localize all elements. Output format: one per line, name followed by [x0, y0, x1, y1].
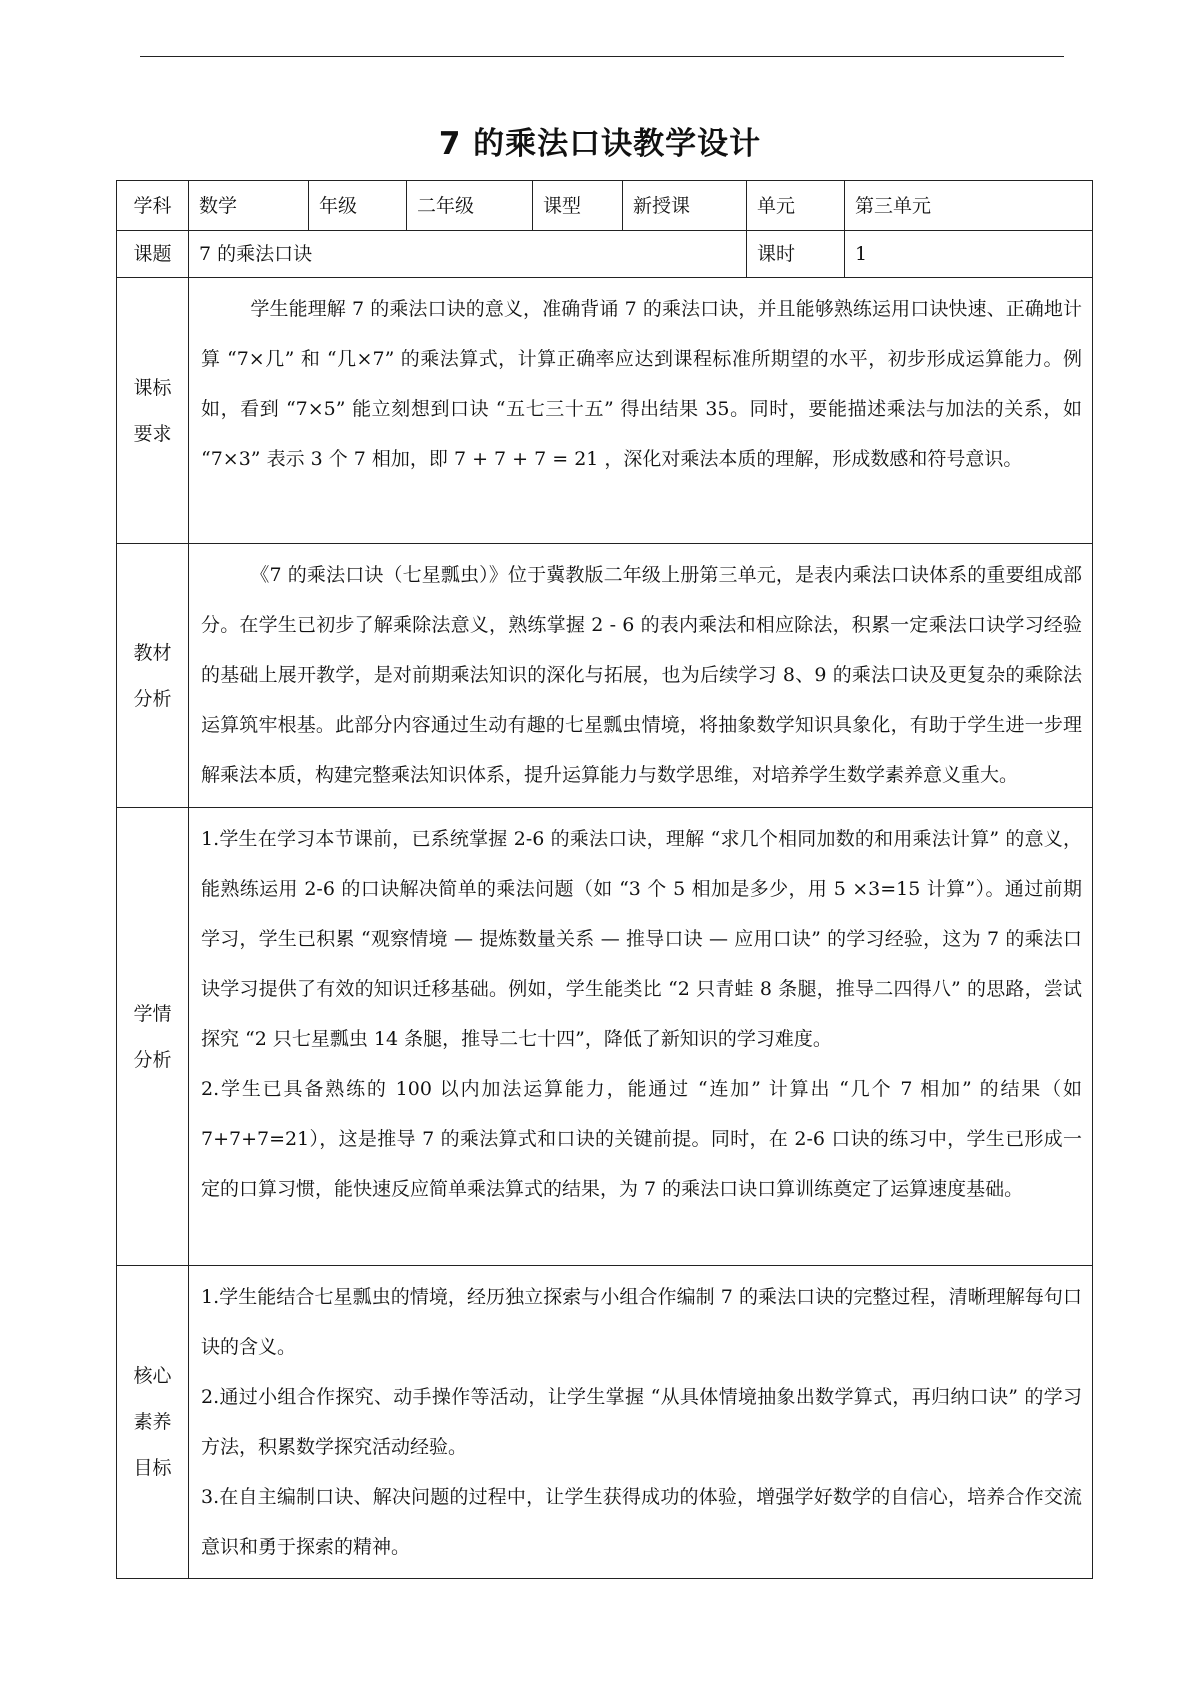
core-goal-paragraph: 3.在自主编制口诀、解决问题的过程中，让学生获得成功的体验，增强学好数学的自信心，培养合作交流意识和勇于探索的精神。	[201, 1486, 1082, 1558]
curriculum-text: 学生能理解 7 的乘法口诀的意义，准确背诵 7 的乘法口诀，并且能够熟练运用口诀快速、正确地计算 “7×几” 和 “几×7” 的乘法算式，计算正确率应达到课程标准所期望的水平，初步形成运算能力。例如，看到 “7×5” 能立刻想到口诀 “五七三十五” 得出结果 35。同时，要能描述乘法与加法的关系，如 “7×3” 表示 3 个 7 相加，即 7 + 7 + 7 = 21 ，深化对乘法本质的理解，形成数感和符号意识。	[189, 278, 1093, 544]
period-label: 课时	[747, 231, 845, 278]
core-goal-paragraph: 1.学生能结合七星瓢虫的情境，经历独立探索与小组合作编制 7 的乘法口诀的完整过程，清晰理解每句口诀的含义。	[201, 1286, 1082, 1358]
lesson-type-label: 课型	[533, 181, 623, 231]
page-title: 7 的乘法口诀教学设计	[438, 126, 762, 162]
topic-label: 课题	[117, 231, 189, 278]
unit-label: 单元	[747, 181, 845, 231]
subject-label: 学科	[117, 181, 189, 231]
lesson-type-value: 新授课	[623, 181, 747, 231]
textbook-text: 《7 的乘法口诀（七星瓢虫）》位于冀教版二年级上册第三单元，是表内乘法口诀体系的重要组成部分。在学生已初步了解乘除法意义，熟练掌握 2 - 6 的表内乘法和相应除法，积累一定乘法口诀学习经验的基础上展开教学，是对前期乘法知识的深化与拓展，也为后续学习 8、9 的乘法口诀及更复杂的乘除法运算筑牢根基。此部分内容通过生动有趣的七星瓢虫情境，将抽象数学知识具象化，有助于学生进一步理解乘法本质，构建完整乘法知识体系，提升运算能力与数学思维，对培养学生数学素养意义重大。	[189, 544, 1093, 808]
textbook-label: 教材 分析	[117, 544, 189, 808]
subject-value: 数学	[189, 181, 309, 231]
textbook-row	[117, 544, 1093, 808]
grade-label: 年级	[309, 181, 407, 231]
student-analysis-label: 学情 分析	[117, 808, 189, 1266]
period-value: 1	[845, 231, 1093, 278]
student-analysis-paragraph: 2.学生已具备熟练的 100 以内加法运算能力，能通过 “连加” 计算出 “几个 7 相加” 的结果（如 7+7+7=21），这是推导 7 的乘法算式和口诀的关键前提。同时，在 2-6 口诀的练习中，学生已形成一定的口算习惯，能快速反应简单乘法算式的结果，为 7 的乘法口诀口算训练奠定了运算速度基础。	[201, 1078, 1082, 1200]
unit-value: 第三单元	[845, 181, 1093, 231]
curriculum-row	[117, 278, 1093, 544]
topic-value: 7 的乘法口诀	[189, 231, 747, 278]
core-literacy-text	[189, 1266, 1093, 1579]
core-goal-paragraph: 2.通过小组合作探究、动手操作等活动，让学生掌握 “从具体情境抽象出数学算式，再归纳口诀” 的学习方法，积累数学探究活动经验。	[201, 1386, 1082, 1458]
header-row	[117, 181, 1093, 231]
core-literacy-label: 核心 素养 目标	[117, 1266, 189, 1579]
topic-row	[117, 231, 1093, 278]
lesson-plan-table	[116, 180, 1093, 1579]
core-literacy-row	[117, 1266, 1093, 1579]
student-analysis-paragraph: 1.学生在学习本节课前，已系统掌握 2-6 的乘法口诀，理解 “求几个相同加数的和用乘法计算” 的意义，能熟练运用 2-6 的口诀解决简单的乘法问题（如 “3 个 5 相加是多少，用 5 ×3=15 计算”）。通过前期学习，学生已积累 “观察情境 — 提炼数量关系 — 推导口诀 — 应用口诀” 的学习经验，这为 7 的乘法口诀学习提供了有效的知识迁移基础。例如，学生能类比 “2 只青蛙 8 条腿，推导二四得八” 的思路，尝试探究 “2 只七星瓢虫 14 条腿，推导二七十四”，降低了新知识的学习难度。	[201, 828, 1082, 1050]
student-analysis-text	[189, 808, 1093, 1266]
header-rule	[140, 56, 1064, 57]
grade-value: 二年级	[407, 181, 533, 231]
curriculum-label: 课标 要求	[117, 278, 189, 544]
student-analysis-row	[117, 808, 1093, 1266]
